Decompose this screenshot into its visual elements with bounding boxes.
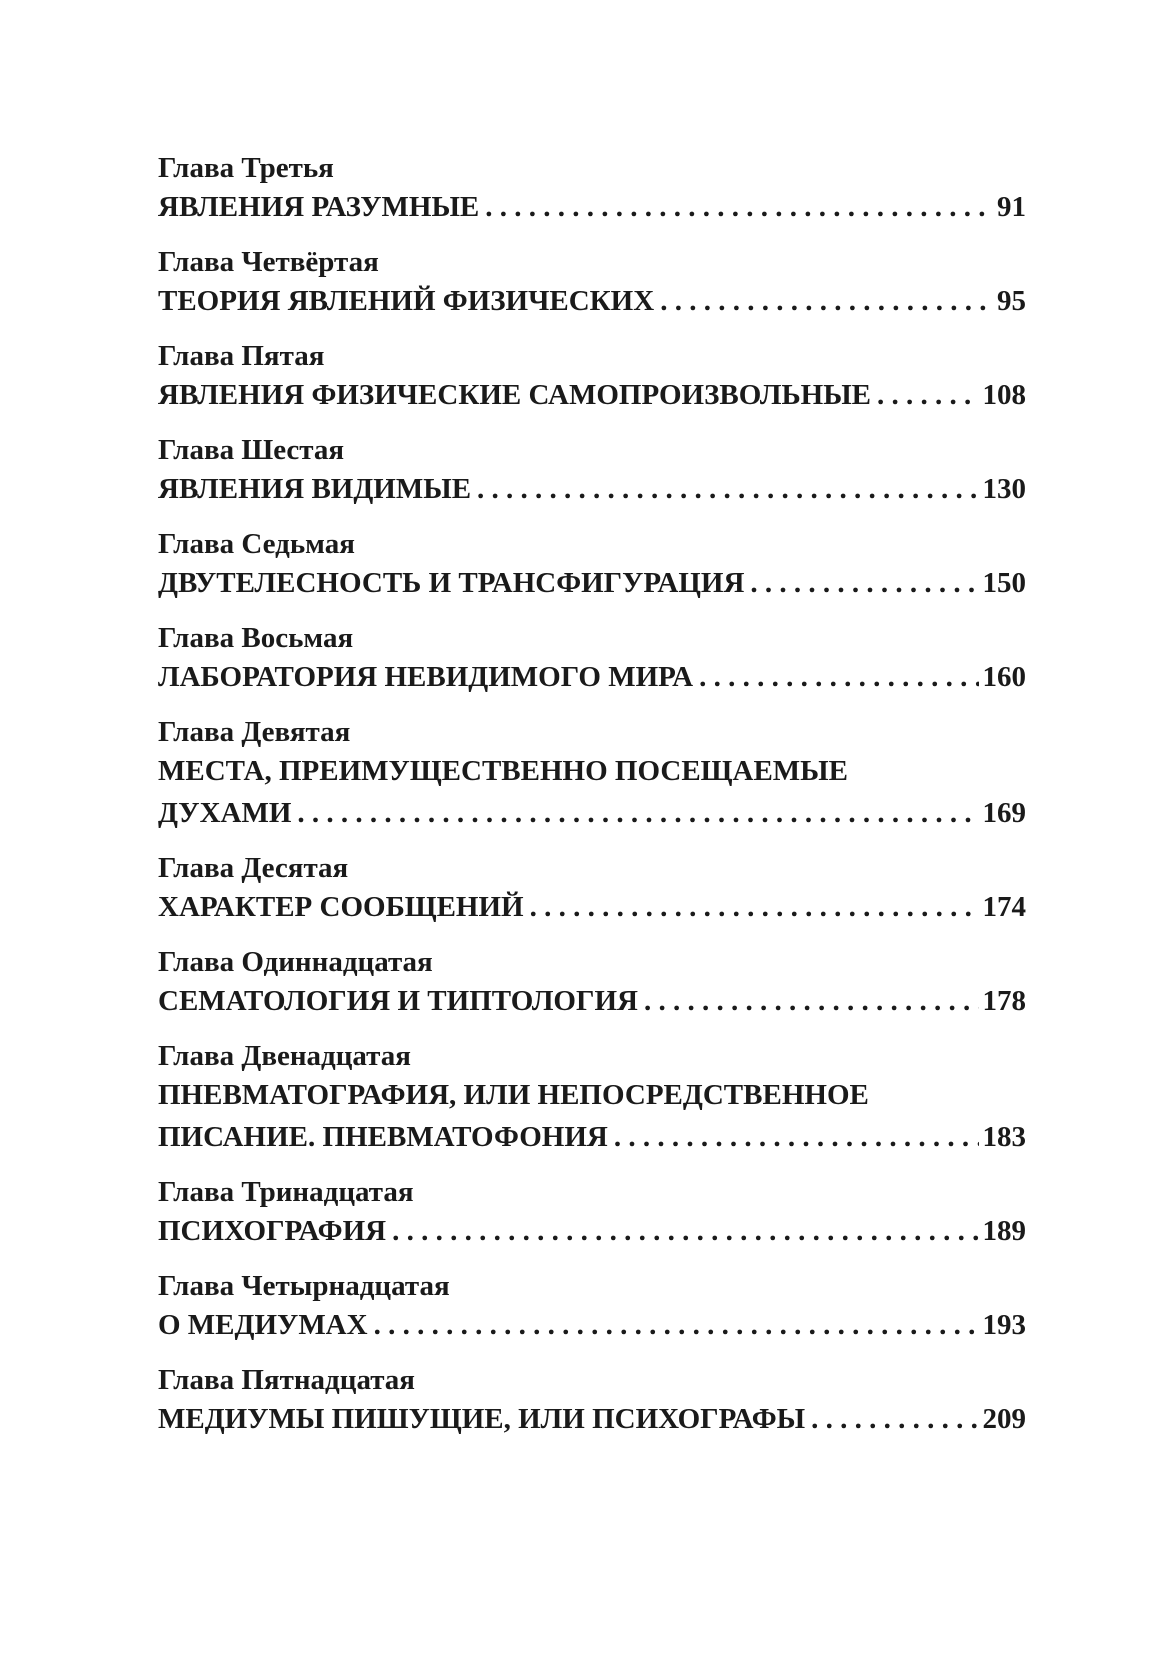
- toc-entry: [158, 150, 1026, 228]
- chapter-title: [158, 1210, 1026, 1252]
- chapter-title-line: МЕСТА, ПРЕИМУЩЕСТВЕННО ПОСЕЩАЕМЫЕ: [158, 755, 848, 787]
- chapter-title-text: МЕДИУМЫ ПИШУЩИЕ, ИЛИ ПСИХОГРАФЫ: [158, 1403, 806, 1435]
- dot-leader: [699, 656, 978, 698]
- chapter-title-text: ПСИХОГРАФИЯ: [158, 1215, 387, 1247]
- chapter-title: [158, 980, 1026, 1022]
- toc-leader-row: [158, 886, 1026, 928]
- toc-leader-row: [158, 562, 1026, 604]
- toc-entry: [158, 1038, 1026, 1158]
- chapter-title: [158, 1074, 1026, 1158]
- toc-leader-row: [158, 980, 1026, 1022]
- page-number: 178: [982, 985, 1026, 1017]
- toc-entry: [158, 1268, 1026, 1346]
- chapter-label: Глава Восьмая: [158, 622, 354, 654]
- page-number: 169: [982, 797, 1026, 829]
- toc-leader-row: [158, 1398, 1026, 1440]
- chapter-title-text: ДВУТЕЛЕСНОСТЬ И ТРАНСФИГУРАЦИЯ: [158, 567, 745, 599]
- dot-leader: [392, 1210, 978, 1252]
- page-number: 189: [982, 1215, 1026, 1247]
- chapter-title-text: ЯВЛЕНИЯ ВИДИМЫЕ: [158, 473, 472, 505]
- page-number: 160: [982, 661, 1026, 693]
- toc-entry: [158, 714, 1026, 834]
- toc-entry: [158, 1174, 1026, 1252]
- chapter-title: [158, 886, 1026, 928]
- page-number: 108: [982, 379, 1026, 411]
- toc-entry: [158, 1362, 1026, 1440]
- chapter-title-text: ДУХАМИ: [158, 797, 292, 829]
- dot-leader: [660, 280, 993, 322]
- chapter-title-text: ПИСАНИЕ. ПНЕВМАТОФОНИЯ: [158, 1121, 608, 1153]
- toc-leader-row: [158, 1304, 1026, 1346]
- toc-entry: [158, 244, 1026, 322]
- table-of-contents: [158, 150, 1026, 1456]
- toc-leader-row: [158, 186, 1026, 228]
- toc-entry: [158, 432, 1026, 510]
- chapter-title-line: ПНЕВМАТОГРАФИЯ, ИЛИ НЕПОСРЕДСТВЕННОЕ: [158, 1079, 869, 1111]
- toc-leader-row: [158, 792, 1026, 834]
- page-number: 130: [982, 473, 1026, 505]
- page-number: 91: [997, 191, 1026, 223]
- chapter-title: [158, 186, 1026, 228]
- page-number: 183: [982, 1121, 1026, 1153]
- toc-leader-row: [158, 656, 1026, 698]
- toc-entry: [158, 620, 1026, 698]
- dot-leader: [750, 562, 978, 604]
- toc-leader-row: [158, 468, 1026, 510]
- chapter-label: Глава Десятая: [158, 852, 349, 884]
- dot-leader: [530, 886, 979, 928]
- dot-leader: [297, 792, 978, 834]
- page-number: 150: [982, 567, 1026, 599]
- chapter-title: [158, 1398, 1026, 1440]
- chapter-label: Глава Пятнадцатая: [158, 1364, 415, 1396]
- chapter-title: [158, 750, 1026, 834]
- toc-leader-row: [158, 280, 1026, 322]
- toc-entry: [158, 526, 1026, 604]
- toc-entry: [158, 338, 1026, 416]
- chapter-label: Глава Седьмая: [158, 528, 355, 560]
- chapter-title: [158, 374, 1026, 416]
- chapter-label: Глава Двенадцатая: [158, 1040, 411, 1072]
- chapter-title: [158, 562, 1026, 604]
- chapter-title-text: ЯВЛЕНИЯ РАЗУМНЫЕ: [158, 191, 480, 223]
- toc-leader-row: [158, 1210, 1026, 1252]
- dot-leader: [477, 468, 978, 510]
- dot-leader: [644, 980, 979, 1022]
- chapter-label: Глава Шестая: [158, 434, 345, 466]
- chapter-title: [158, 1304, 1026, 1346]
- chapter-title-text: О МЕДИУМАХ: [158, 1309, 368, 1341]
- chapter-label: Глава Пятая: [158, 340, 325, 372]
- page-number: 174: [982, 891, 1026, 923]
- page-number: 95: [997, 285, 1026, 317]
- page-number: 193: [982, 1309, 1026, 1341]
- dot-leader: [485, 186, 993, 228]
- chapter-label: Глава Третья: [158, 152, 334, 184]
- chapter-label: Глава Девятая: [158, 716, 351, 748]
- chapter-title-text: СЕМАТОЛОГИЯ И ТИПТОЛОГИЯ: [158, 985, 638, 1017]
- chapter-label: Глава Четвёртая: [158, 246, 379, 278]
- chapter-title: [158, 468, 1026, 510]
- dot-leader: [374, 1304, 979, 1346]
- chapter-title: [158, 656, 1026, 698]
- toc-entry: [158, 850, 1026, 928]
- chapter-title-text: ЯВЛЕНИЯ ФИЗИЧЕСКИЕ САМОПРОИЗВОЛЬНЫЕ: [158, 379, 872, 411]
- chapter-title-text: ТЕОРИЯ ЯВЛЕНИЙ ФИЗИЧЕСКИХ: [158, 285, 655, 317]
- chapter-label: Глава Четырнадцатая: [158, 1270, 450, 1302]
- toc-entry: [158, 944, 1026, 1022]
- page-number: 209: [982, 1403, 1026, 1435]
- chapter-label: Глава Одиннадцатая: [158, 946, 433, 978]
- chapter-title-text: ХАРАКТЕР СООБЩЕНИЙ: [158, 891, 524, 923]
- dot-leader: [614, 1116, 979, 1158]
- chapter-title: [158, 280, 1026, 322]
- dot-leader: [877, 374, 978, 416]
- toc-leader-row: [158, 374, 1026, 416]
- dot-leader: [811, 1398, 978, 1440]
- toc-leader-row: [158, 1116, 1026, 1158]
- chapter-label: Глава Тринадцатая: [158, 1176, 414, 1208]
- chapter-title-text: ЛАБОРАТОРИЯ НЕВИДИМОГО МИРА: [158, 661, 694, 693]
